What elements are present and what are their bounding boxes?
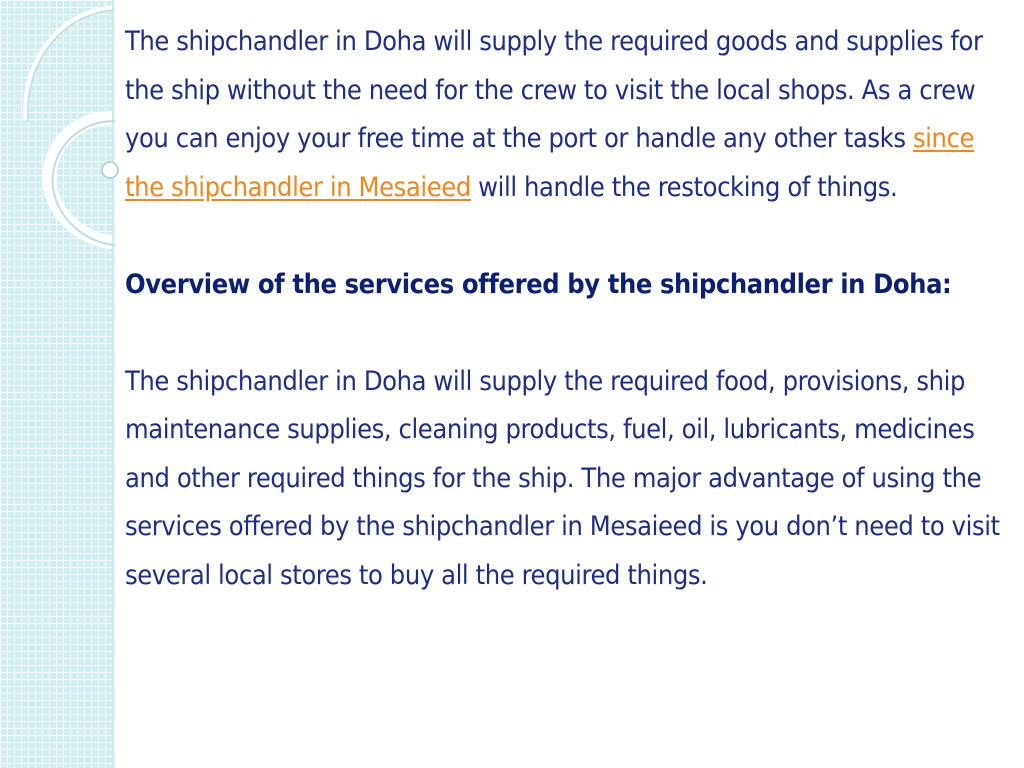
paragraph-intro-text-after: will handle the restocking of things. bbox=[470, 171, 898, 203]
mesaieed-shipchandler-link[interactable]: since the shipchandler in Mesaieed bbox=[125, 123, 975, 203]
inner-ring-arc bbox=[50, 118, 112, 242]
paragraph-services: The shipchandler in Doha will supply the required food, provisions, ship maintenance supplies, cleaning products, fuel, oil, lubricants, medicines and other required things for the ship. The major advantage of using the services offered by the shipchandler in Mesaieed is you don’t need to visit several local stores to buy all the required things. bbox=[125, 365, 1000, 591]
section-heading: Overview of the services offered by the shipchandler in Doha: bbox=[125, 268, 952, 300]
decorative-dot bbox=[102, 162, 118, 178]
slide-content bbox=[125, 18, 1015, 600]
paragraph-intro bbox=[125, 18, 1015, 212]
paragraph-intro-text-before: The shipchandler in Doha will supply the required goods and supplies for the ship without the need for the crew to visit the local shops. As a crew you can enjoy your free time at the port or handle any other tasks bbox=[125, 26, 983, 154]
spacer bbox=[125, 212, 1015, 261]
spacer bbox=[125, 309, 1015, 358]
decorative-circles bbox=[0, 0, 130, 260]
